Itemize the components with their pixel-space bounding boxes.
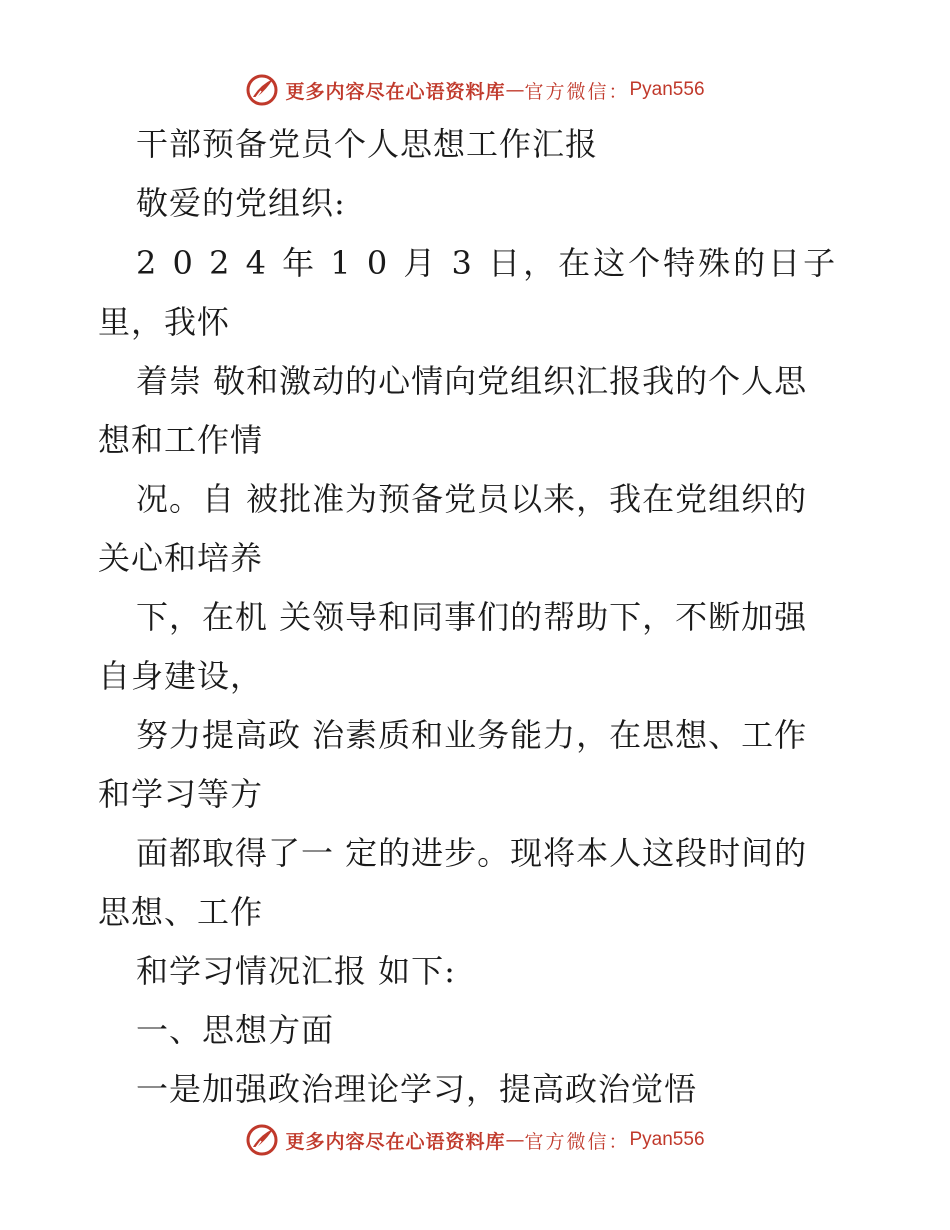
paragraph-line: 2 0 2 4 年 1 0 月 3 日，在这个特殊的日子 (136, 244, 839, 282)
paragraph-line: 自身建设， (98, 657, 264, 695)
paragraph-line: 和学习情况汇报 如下: (136, 952, 456, 990)
paragraph-line: 里，我怀 (98, 303, 231, 341)
paragraph-line: 下，在机 关领导和同事们的帮助下，不断加强 (136, 598, 808, 636)
paragraph-line: 一是加强政治理论学习，提高政治觉悟 (136, 1070, 698, 1108)
paragraph-line: 想和工作情 (98, 421, 264, 459)
footer-banner (0, 1120, 950, 1160)
header-wechat-id: Pyan556 (629, 79, 705, 100)
header-dash: — (505, 79, 525, 101)
header-official-label: 官方微信： (524, 80, 630, 103)
paragraph-line: 着崇 敬和激动的心情向党组织汇报我的个人思 (136, 362, 808, 400)
quill-logo-icon (245, 1123, 279, 1157)
salutation: 敬爱的党组织: (136, 184, 346, 222)
footer-dash: — (505, 1129, 525, 1151)
header-brand: 更多内容尽在心语资料库 (285, 80, 506, 103)
section-heading: 一、思想方面 (136, 1011, 335, 1049)
paragraph-line: 努力提高政 治素质和业务能力，在思想、工作 (136, 716, 808, 754)
paragraph-line: 关心和培养 (98, 539, 264, 577)
footer-wechat-id: Pyan556 (629, 1129, 705, 1150)
paragraph-line: 和学习等方 (98, 775, 264, 813)
footer-official-label: 官方微信： (524, 1130, 630, 1153)
doc-title: 干部预备党员个人思想工作汇报 (136, 125, 599, 163)
paragraph-line: 思想、工作 (98, 893, 264, 931)
paragraph-line: 况。自 被批准为预备党员以来，我在党组织的 (136, 480, 808, 518)
footer-brand: 更多内容尽在心语资料库 (285, 1130, 506, 1153)
paragraph-line: 面都取得了一 定的进步。现将本人这段时间的 (136, 834, 808, 872)
